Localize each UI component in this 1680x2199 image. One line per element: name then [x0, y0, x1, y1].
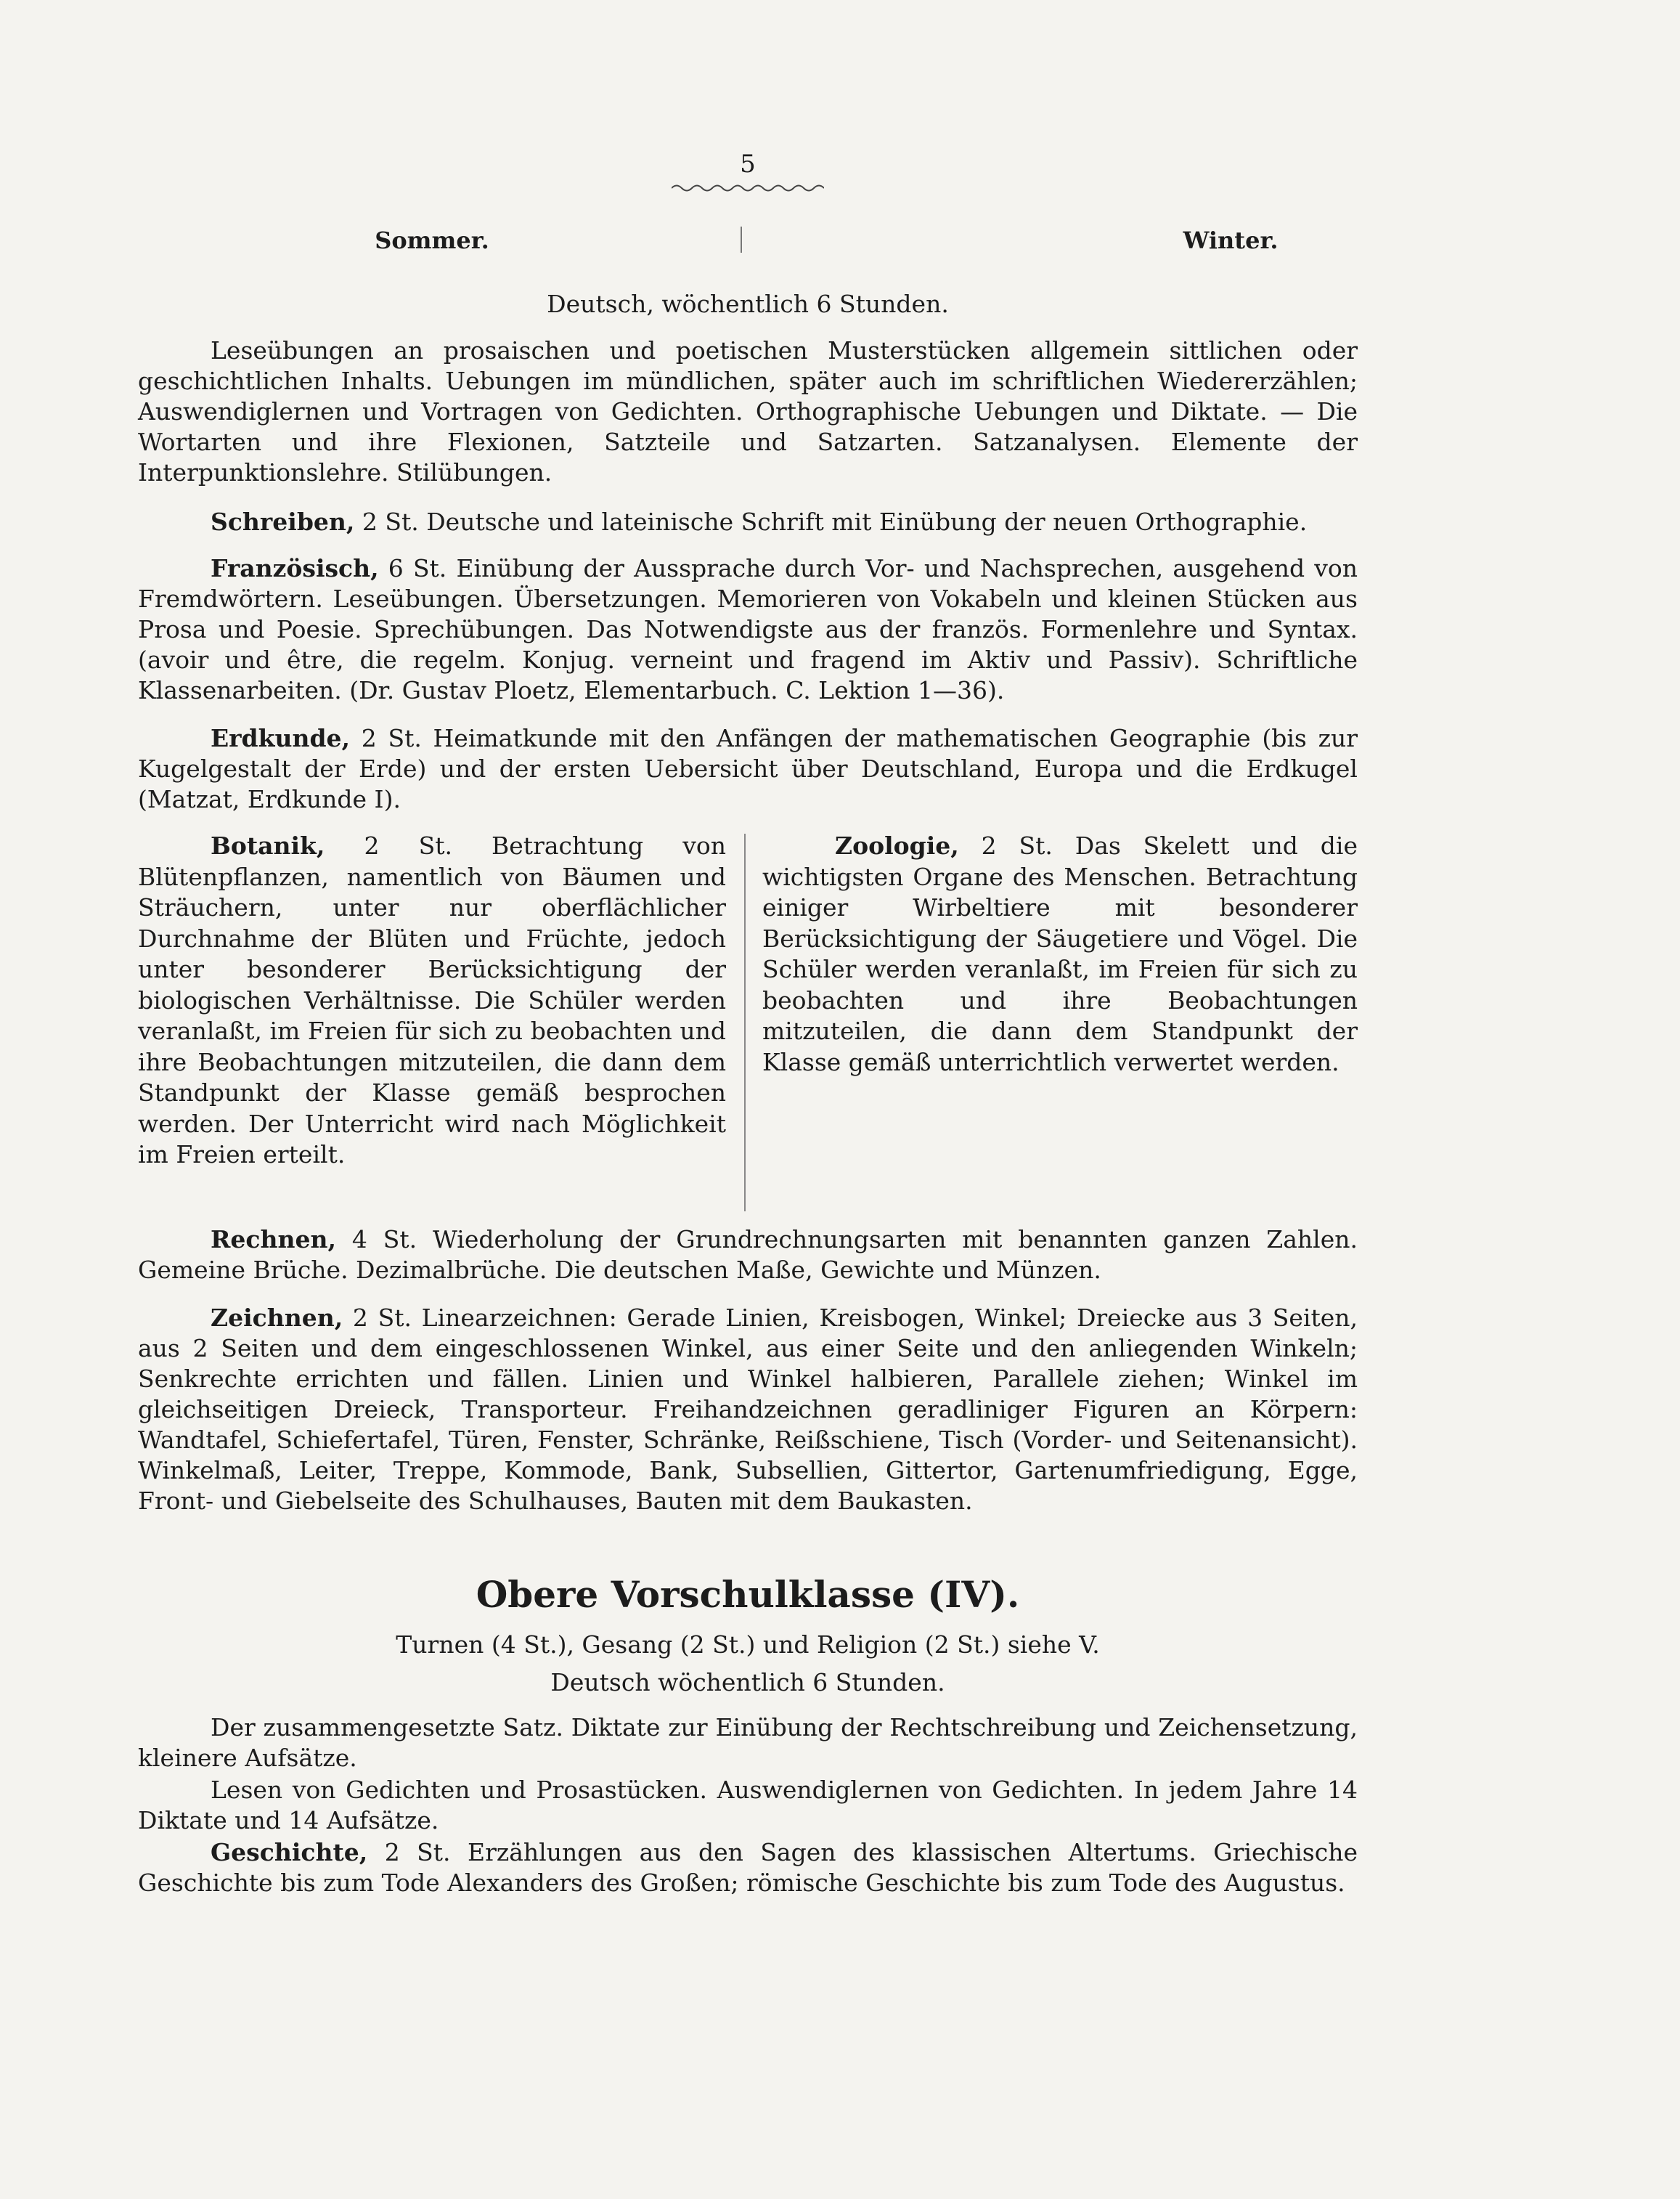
franzoesisch-text: 6 St. Einübung der Aussprache durch Vor- und Nachsprechen, ausgehend von Fremdwörtern. Leseübungen. Übersetzungen. Memorieren von Vokabeln und kleinen Stücken aus Prosa und Poesie. Sprechübungen. Das Notwendigste aus der französ. Formenlehre und Syntax. (avoir und être, die regelm. Konjug. verneint und fragend im Aktiv und Passiv). Schriftliche Klassenarbeiten. (Dr. Gustav Ploetz, Elementarbuch. C. Lektion 1—36). [138, 554, 1358, 704]
franzoesisch-section [138, 553, 1358, 706]
zoologie-label: Zoologie, [835, 832, 959, 860]
zeichnen-text: 2 St. Linearzeichnen: Gerade Linien, Kreisbogen, Winkel; Dreiecke aus 3 Seiten, aus 2 Seiten und dem eingeschlossenen Winkel, aus einer Seite und den anliegenden Winkeln; Senkrechte errichten und fällen. Linien und Winkel halbieren, Parallele ziehen; Winkel im gleichseitigen Dreieck, Transporteur. Freihandzeichnen geradliniger Figuren an Körpern: Wandtafel, Schiefertafel, Türen, Fenster, Schränke, Reißschiene, Tisch (Vorder- und Seitenansicht). Winkelmaß, Leiter, Treppe, Kommode, Bank, Subsellien, Gittertor, Gartenumfriedigung, Egge, Front- und Giebelseite des Schulhauses, Bauten mit dem Baukasten. [138, 1304, 1358, 1515]
geschichte-text: 2 St. Erzählungen aus den Sagen des klassischen Altertums. Griechische Geschichte bis zum Tode Alexanders des Großen; römische Geschichte bis zum Tode des Augustus. [138, 1838, 1358, 1897]
franzoesisch-label: Französisch, [211, 554, 379, 582]
column-divider [744, 834, 746, 1211]
deutsch-heading: Deutsch, wöchentlich 6 Stunden. [547, 290, 949, 318]
obere-paragraph-2: Lesen von Gedichten und Prosastücken. Auswendiglernen von Gedichten. In jedem Jahre 14 Diktate und 14 Aufsätze. [138, 1776, 1358, 1834]
obere-subline: Turnen (4 St.), Gesang (2 St.) und Religion (2 St.) siehe V. [396, 1630, 1100, 1659]
botanik-label: Botanik, [211, 832, 325, 860]
zoologie-text: 2 St. Das Skelett und die wichtigsten Organe des Menschen. Betrachtung einiger Wirbeltiere mit besonderer Berücksichtigung der Säugetiere und Vögel. Die Schüler werden veranlaßt, im Freien für sich zu beobachten und ihre Beobachtungen mitzuteilen, die dann dem Standpunkt der Klasse gemäß unterrichtlich verwertet werden. [762, 832, 1358, 1076]
page-number: 5 [740, 150, 756, 179]
season-summer: Sommer. [375, 227, 489, 254]
erdkunde-section [138, 723, 1358, 815]
rechnen-text: 4 St. Wiederholung der Grundrechnungsarten mit benannten ganzen Zahlen. Gemeine Brüche. Dezimalbrüche. Die deutschen Maße, Gewichte und Münzen. [138, 1225, 1358, 1284]
deutsch-text: Leseübungen an prosaischen und poetischen Musterstücken allgemein sittlichen oder geschichtlichen Inhalts. Uebungen im mündlichen, später auch im schriftlichen Wiedererzählen; Auswendiglernen und Vortragen von Gedichten. Orthographische Uebungen und Diktate. — Die Wortarten und ihre Flexionen, Satzteile und Satzarten. Satzanalysen. Elemente der Interpunktionslehre. Stilübungen. [138, 336, 1358, 487]
season-winter: Winter. [1183, 227, 1279, 254]
erdkunde-text: 2 St. Heimatkunde mit den Anfängen der mathematischen Geographie (bis zur Kugelgestalt der Erde) und der ersten Uebersicht über Deutschland, Europa und die Erdkugel (Matzat, Erdkunde I). [138, 724, 1358, 813]
section-title: Obere Vorschulklasse (IV). [476, 1573, 1020, 1616]
schreiben-label: Schreiben, [211, 508, 355, 536]
botanik-section [138, 831, 726, 1171]
zeichnen-section [138, 1303, 1358, 1516]
geschichte-section [138, 1837, 1358, 1898]
zoologie-section [762, 831, 1358, 1078]
geschichte-label: Geschichte, [211, 1838, 368, 1866]
obere-paragraph-1: Der zusammengesetzte Satz. Diktate zur Einübung der Rechtschreibung und Zeichensetzung, kleinere Aufsätze. [138, 1713, 1358, 1772]
zeichnen-label: Zeichnen, [211, 1304, 343, 1332]
erdkunde-label: Erdkunde, [211, 724, 351, 752]
ornament-rule [672, 183, 824, 193]
schreiben-section [138, 507, 1358, 537]
rechnen-label: Rechnen, [211, 1225, 336, 1253]
rechnen-section [138, 1224, 1358, 1285]
botanik-text: 2 St. Betrachtung von Blütenpflanzen, namentlich von Bäumen und Sträuchern, unter nur oberflächlicher Durchnahme der Blüten und Früchte, jedoch unter besonderer Berücksichtigung der biologischen Verhältnisse. Die Schüler werden veranlaßt, im Freien für sich zu beobachten und ihre Beobachtungen mitzuteilen, die dann dem Standpunkt der Klasse gemäß besprochen werden. Der Unterricht wird nach Möglichkeit im Freien erteilt. [138, 832, 726, 1168]
column-divider-top [741, 227, 742, 253]
obere-deutsch-heading: Deutsch wöchentlich 6 Stunden. [550, 1668, 945, 1696]
schreiben-text: 2 St. Deutsche und lateinische Schrift mit Einübung der neuen Orthographie. [362, 508, 1308, 536]
